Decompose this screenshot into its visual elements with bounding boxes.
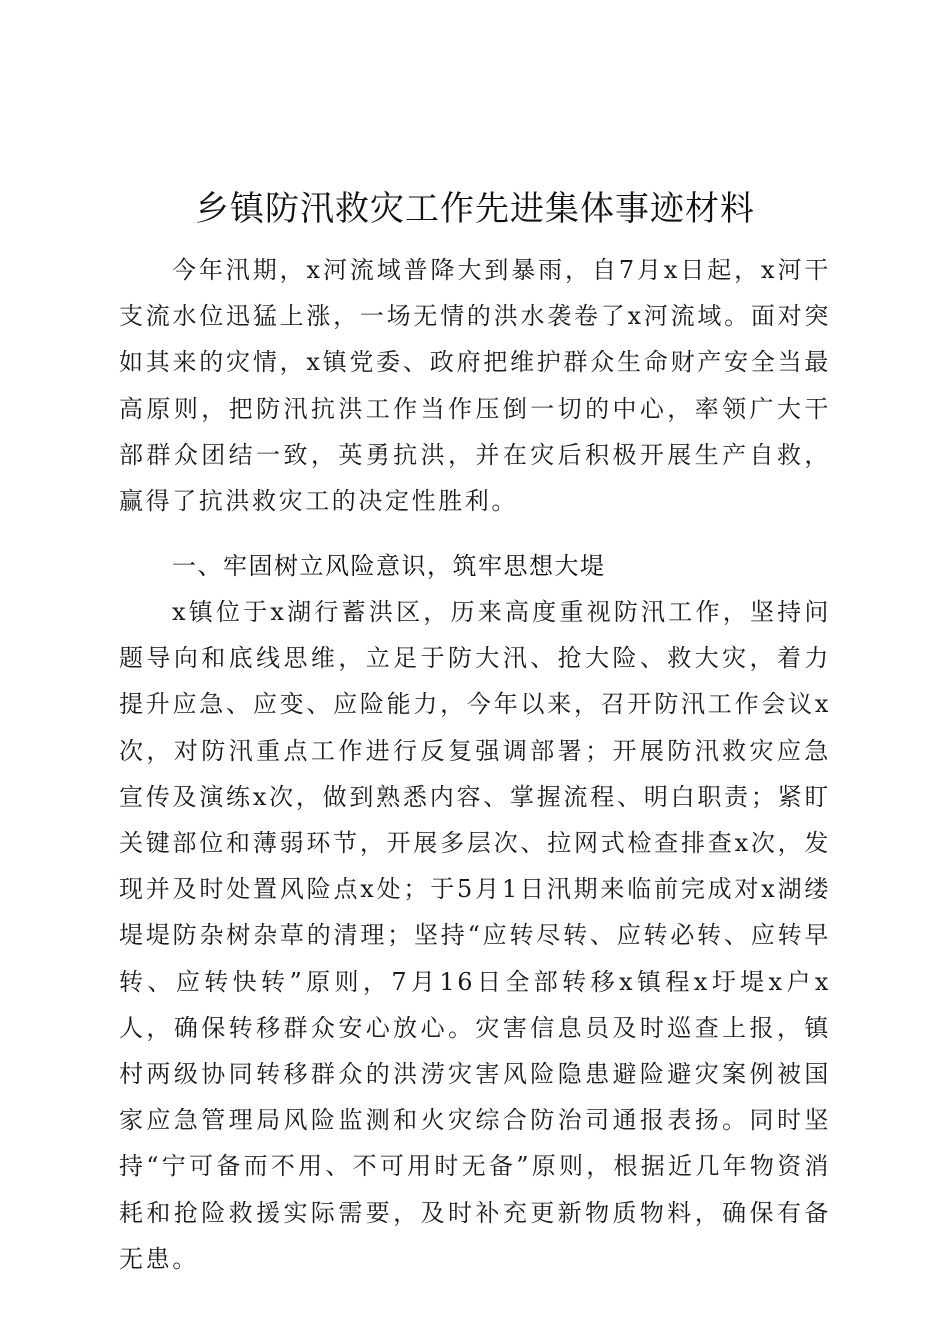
intro-paragraph: 今年汛期，x河流域普降大到暴雨，自7月x日起，x河干支流水位迅猛上涨，一场无情的洪水袭卷了x河流域。面对突如其来的灾情，x镇党委、政府把维护群众生命财产安全当最高原则，把防汛抗洪工作当作压倒一切的中心，率领广大干部群众团结一致，英勇抗洪，并在灾后积极开展生产自救，赢得了抗洪救灾工的决定性胜利。	[119, 256, 831, 516]
section-heading: 一、牢固树立风险意识，筑牢思想大堤	[172, 552, 606, 580]
section-paragraph: x镇位于x湖行蓄洪区，历来高度重视防汛工作，坚持问题导向和底线思维，立足于防大汛、抢大险、救大灾，着力提升应急、应变、应险能力，今年以来，召开防汛工作会议x次，对防汛重点工作进行反复强调部署；开展防汛救灾应急宣传及演练x次，做到熟悉内容、掌握流程、明白职责；紧盯关键部位和薄弱环节，开展多层次、拉网式检查排查x次，发现并及时处置风险点x处；于5月1日汛期来临前完成对x湖缕堤堤防杂树杂草的清理；坚持“应转尽转、应转必转、应转早转、应转快转”原则，7月16日全部转移x镇程x圩堤x户x人，确保转移群众安心放心。灾害信息员及时巡查上报，镇村两级协同转移群众的洪涝灾害风险隐患避险避灾案例被国家应急管理局风险监测和火灾综合防治司通报表扬。同时坚持“宁可备而不用、不可用时无备”原则，根据近几年物资消耗和抢险救援实际需要，及时补充更新物质物料，确保有备无患。	[119, 598, 831, 1273]
document-title: 乡镇防汛救灾工作先进集体事迹材料	[195, 189, 755, 229]
